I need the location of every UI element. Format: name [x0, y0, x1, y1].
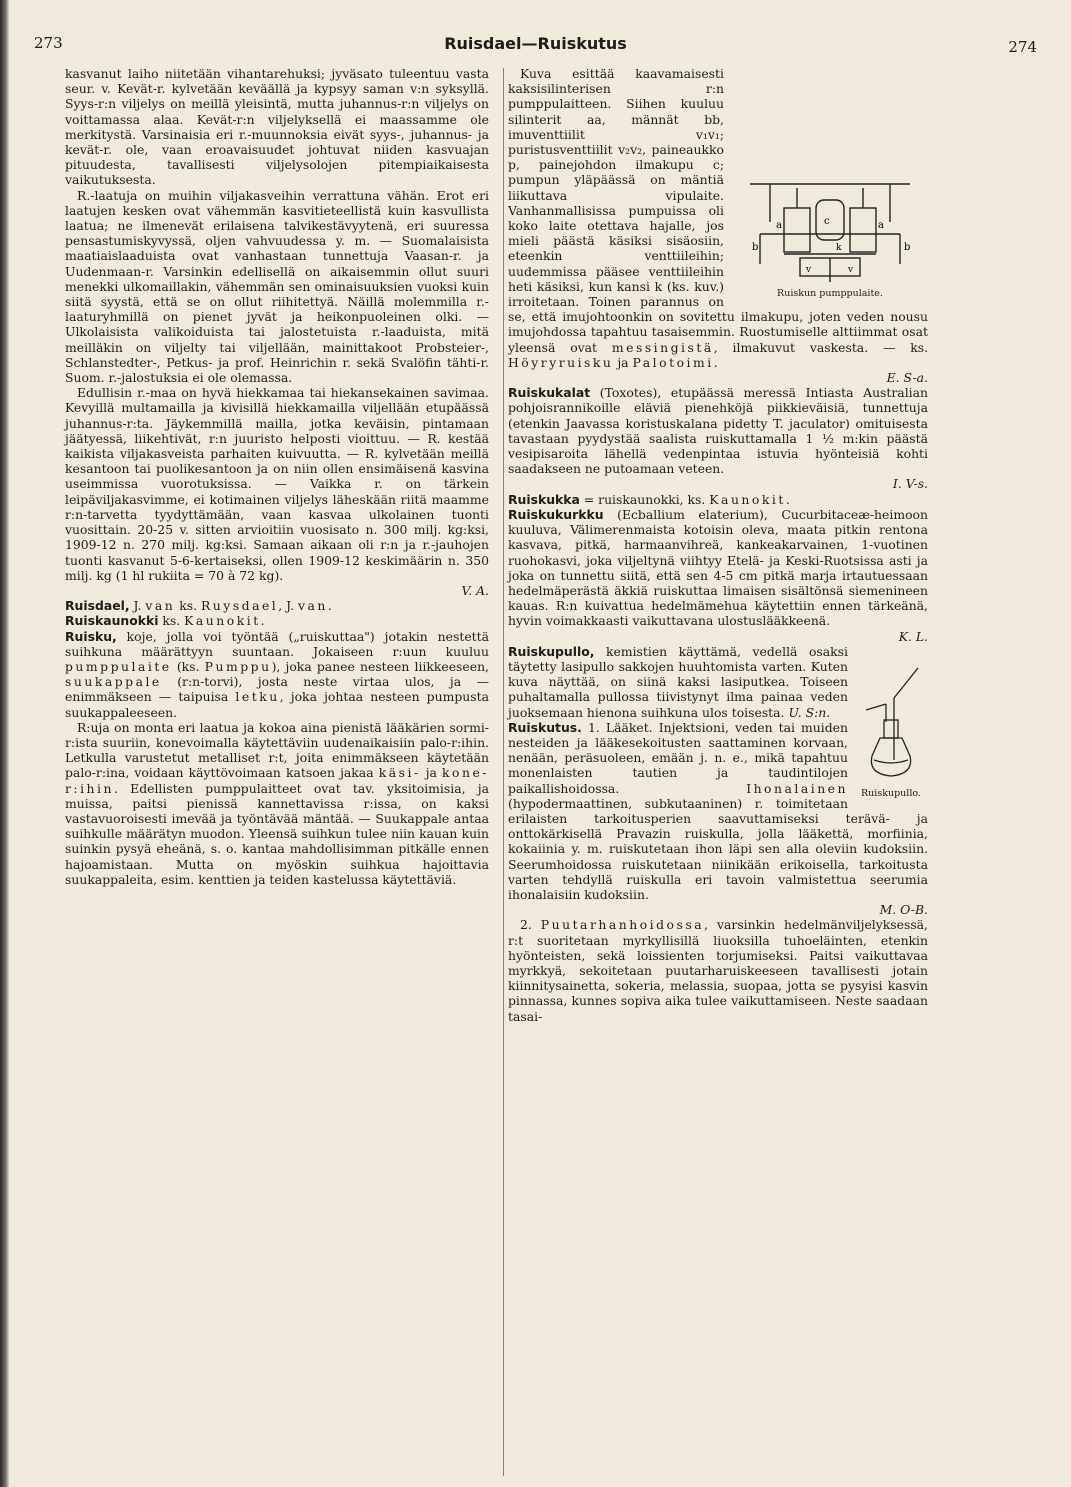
horticulture-spraying-paragraph: 2. Puutarhanhoidossa, varsinkin hedelmänviljelyksessä, r:t suoritetaan myrkyllisillä liuoksilla tuhoeläinten, etenkin hyönteisten, sekä loissienten torjumiseksi. Paitsi vaikuttavaa myrkkyä, sekoitetaan puutarharuiskeeseen tavallisesti jotain kiinnitysainetta, sokeria, melassia, suopaa, jotta se pysyisi kasvin pinnassa, kunnes sopiva aika tulee vaikuttamiseen. Neste saadaan tasai- — [508, 917, 928, 1024]
entry-ruiskukurkku: Ruiskukurkku (Ecballium elaterium), Cucurbitaceæ-heimoon kuuluva, Välimerenmaista kotoisin oleva, maata pitkin rentona kasvava, pitkä, harmaanvihreä, kankeakarvainen, 1-vuotinen ruohokasvi, joka viljeltynä viihtyy Etelä- ja Keski-Ruotsissa asti ja joka on tunnettu siitä, että sen 4-5 cm pitkä marja irtautuessaan hedelmäperästä äkkiä ruiskuttaa limaisen sisältönsä siemenineen kauas. R:n kuivattua hedelmämehua käytettiin ennen tärkeänä, hyvin voimakkaasti vaikuttavana ulostuslääkkeenä. — [508, 506, 928, 629]
page-number-right: 274 — [1008, 38, 1037, 56]
bottle-figure — [854, 664, 928, 799]
entry-ruiskupullo: Ruiskupullo. Ruiskupullo, kemistien käyttämä, vedellä osaksi täytetty lasipullo sakkojen huuhtomista varten. Kuten kuva näyttää, on siinä kaksi lasiputkea. Toiseen puhaltamalla pullossa tiivistynyt ilma painaa veden juoksemaan hienona suihkuna ulos toisesta. U. S:n. — [508, 644, 928, 720]
svg-text:b: b — [752, 242, 759, 253]
pump-figure-caption: Ruiskun pumppulaite. — [777, 288, 883, 299]
author-signature: E. S-a. — [886, 370, 928, 386]
entry-ruiskutus: Ruiskutus. 1. Lääket. Injektsioni, veden tai muiden nesteiden ja lääkesekoitusten saattaminen korvaan, nenään, peräsuoleen, emään j. n. e., mikä tapahtuu monenlaisten tautien ja taudintilojen paikallishoidossa. Ihonalainen (hypodermaattinen, subkutaaninen) r. toimitetaan erilaisten tarkoitusperien saavuttamiseksi terävä- ja onttokärkisellä Pravazin ruiskulla, jolla lääkettä, morfiinia, kokaiinia y. m. ruiskutetaan ihon läpi sen alla oleviin kudoksiin. Seerumhoidossa ruiskutetaan niinikään erikoisella, tarkoitusta varten tehdyllä ruiskulla eri tavoin valmistettua seerumia ihonalaisiin kudoksiin. — [508, 719, 928, 902]
pump-diagram — [740, 174, 920, 284]
entry-ruisdael: Ruisdael, J. van ks. Ruysdael, J. van. — [65, 598, 332, 614]
bottle-figure-caption: Ruiskupullo. — [861, 787, 921, 799]
svg-text:a: a — [878, 220, 884, 231]
entry-ruiskukka: Ruiskukka = ruiskaunokki, ks. Kaunokit. — [508, 491, 790, 507]
author-signature: U. S:n. — [788, 704, 831, 720]
svg-text:v: v — [848, 265, 854, 275]
author-signature: M. O-B. — [879, 902, 928, 918]
rye-cultivation-paragraph: kasvanut laiho niitetään vihantarehuksi; jyväsato tuleentuu vasta seur. v. Kevät-r. kylvetään keväällä ja kypsyy saman v:n syksyllä. Syys-r:n viljelys on meillä yleisintä, mutta juhannus-r:n viljelys on voittamassa alaa. Kevät-r:n viljelyksellä ei maassamme ole merkitystä. Varsinaisia eri r.-muunnoksia eivät syys-, juhannus- ja kevät-r. ole, vaan eroavaisuudet johtuvat niiden kasvuajan pituudesta, tavallisesti viljelysolojen pitempiaikaisesta vaikutuksesta. — [65, 66, 489, 188]
author-signature: I. V-s. — [892, 476, 928, 492]
pump-figure — [732, 174, 928, 299]
entry-ruiskukalat: Ruiskukalat (Toxotes), etupäässä meressä Intiasta Australian pohjoisrannikoille eläviä pienehköjä piikkieväisiä, tunnettuja (etenkin Jaavassa koristuskalana pidetty T. jaculator) omituisesta tavastaan pyydystää saalista ruiskuttamalla 1 ½ m:kin päästä vesipisaroita lähellä vedenpintaa istuvia hyönteisiä kohti saadakseen ne putoamaan veteen. — [508, 385, 928, 477]
page-header — [28, 30, 1043, 60]
page-number-left: 273 — [34, 34, 63, 52]
left-column — [65, 66, 489, 887]
wash-bottle-diagram — [856, 664, 926, 784]
pump-description-paragraph: a c a k b b v v Ruiskun pumppulaite. Kuva esittää kaavamaisesti kaksisilinterisen r:n pumppulaitteen. Siihen kuuluu silinterit aa, männät bb, imuventtiilit v₁v₁; puristusventtiilit v₂v₂, paineaukko p, painejohdon ilmakupu c; pumpun yläpäässä on mäntiä liikuttava vipulaite. Vanhanmallisissa pumpuissa oli koko laite otettava hajalle, jos mieli päästä käsiksi sisäosiin, eteenkin venttiileihin; uudemmissa pääsee venttiileihin heti käsiksi, kun kansi k (ks. kuv.) irroitetaan. Toinen parannus on se, että imujohtoonkin on sovitettu ilmakupu, joten veden nousu imujohdossa tapahtuu tasaisemmin. Ruostumiselle alttiimmat osat yleensä ovat messingistä, ilmakuvut vaskesta. — ks. Höyryruisku ja Palotoimi. — [508, 66, 929, 370]
entry-ruisku: Ruisku, koje, jolla voi työntää („ruiskuttaa") jotakin nestettä suihkuna määrättyyn suuntaan. Jokaiseen r:uun kuuluu pumppulaite (ks. Pumppu), joka panee nesteen liikkeeseen, suukappale (r:n-torvi), josta neste virtaa ulos, ja — enimmäkseen — taipuisa letku, joka johtaa nesteen pumpusta suukappaleeseen. — [65, 628, 489, 720]
author-signature: K. L. — [898, 628, 928, 644]
page-binding-edge — [0, 0, 9, 1487]
right-column — [508, 66, 928, 1024]
rye-varieties-paragraph: R.-laatuja on muihin viljakasveihin verrattuna vähän. Erot eri laatujen kesken ovat vähemmän kasvitieteellistä kuin kasvullista laatua; ne ilmenevät erilaisena talvikestävyytenä, eri suuressa pensastumiskyvyssä, oljen vahvuudessa y. m. — Suomalaisista maatiaislaaduista ovat vanhastaan tunnettuja Vaasan-r. ja Uudenmaan-r. Varsinkin edellisellä on aikaisemmin ollut suuri menekki ulkomaillakin, vähemmän sen ominaisuuksien vuoksi kuin siitä syystä, että se on ollut riihitettyä. Näillä molemmilla r.-laaturyhmillä on pienet jyvät ja heikonpuoleinen olki. — Ulkolaisista valikoiduista tai jalostetuista r.-laaduista, mitä meilläkin on viljelty tai viljellään, mainittakoot Probsteier-, Schlanstedter-, Petkus- ja prof. Heinrichin r. sekä Svalöfin tähti-r. Suom. r.-jalostuksia ei ole olemassa. — [65, 187, 489, 386]
running-head: Ruisdael—Ruiskutus — [444, 34, 627, 53]
svg-text:b: b — [904, 242, 911, 253]
column-divider — [503, 68, 504, 1476]
entry-ruiskaunokki: Ruiskaunokki ks. Kaunokit. — [65, 613, 265, 629]
svg-text:c: c — [824, 216, 830, 227]
svg-text:v: v — [806, 265, 812, 275]
author-signature: V. A. — [461, 582, 489, 598]
rye-soil-paragraph: Edullisin r.-maa on hyvä hiekkamaa tai hiekansekainen savimaa. Kevyillä multamailla ja kivisillä hiekkamailla viljellään etupäässä juhannus-r:ta. Jäykemmillä mailla, jotka keväisin, pintamaan jäätyessä, liikehtivät, r:n juuristo helposti vioittuu. — R. kestää kaikista viljakasveista parhaiten kuivuutta. — R. kylvetään meillä kesantoon tai puolikesantoon ja on niin ollen ensimäisenä kasvina useimmissa vuorotuksissa. — Vaikka r. on tärkein leipäviljakasvimme, ei kotimainen viljelys läheskään riitä maamme r:n-tarvetta tyydyttämään, vaan kasvaa ulkolainen tuonti vuosittain. 20-25 v. sitten arvioitiin vuosisato n. 300 milj. kg:ksi, 1909-12 n. 270 milj. kg:ksi. Samaan aikaan oli r:n ja r.-jauhojen tuonti kasvanut 5-6-kertaiseksi, ollen 1909-12 keskimäärin n. 350 milj. kg (1 hl rukiita = 70 à 72 kg). — [65, 385, 489, 583]
svg-text:a: a — [776, 220, 782, 231]
ruisku-types-paragraph: R:uja on monta eri laatua ja kokoa aina pienistä lääkärien sormi-r:ista suuriin, konevoimalla käytettäviin uudenaikaisiin palo-r:ihin. Letkulla varustetut metalliset r:t, joita enimmäkseen käytetään palo-r:ina, voidaan käyttövoimaan katsoen jakaa käsi- ja kone-r:ihin. Edellisten pumppulaitteet ovat tav. yksitoimisia, ja muissa, paitsi pienissä kannettavissa r:issa, on kaksi vastavuoroisesti imevää ja työntävää mäntää. — Suukappale antaa suihkulle määrätyn muodon. Yleensä suihkun tulee niin kauan kuin suinkin pysyä eheänä, s. o. kantaa mahdollisimman pitkälle ennen hajoamistaan. Mutta on myöskin suihkua hajoittavia suukappaleita, esim. kenttien ja teiden kastelussa käytettäviä. — [65, 719, 489, 887]
svg-text:k: k — [836, 243, 842, 253]
